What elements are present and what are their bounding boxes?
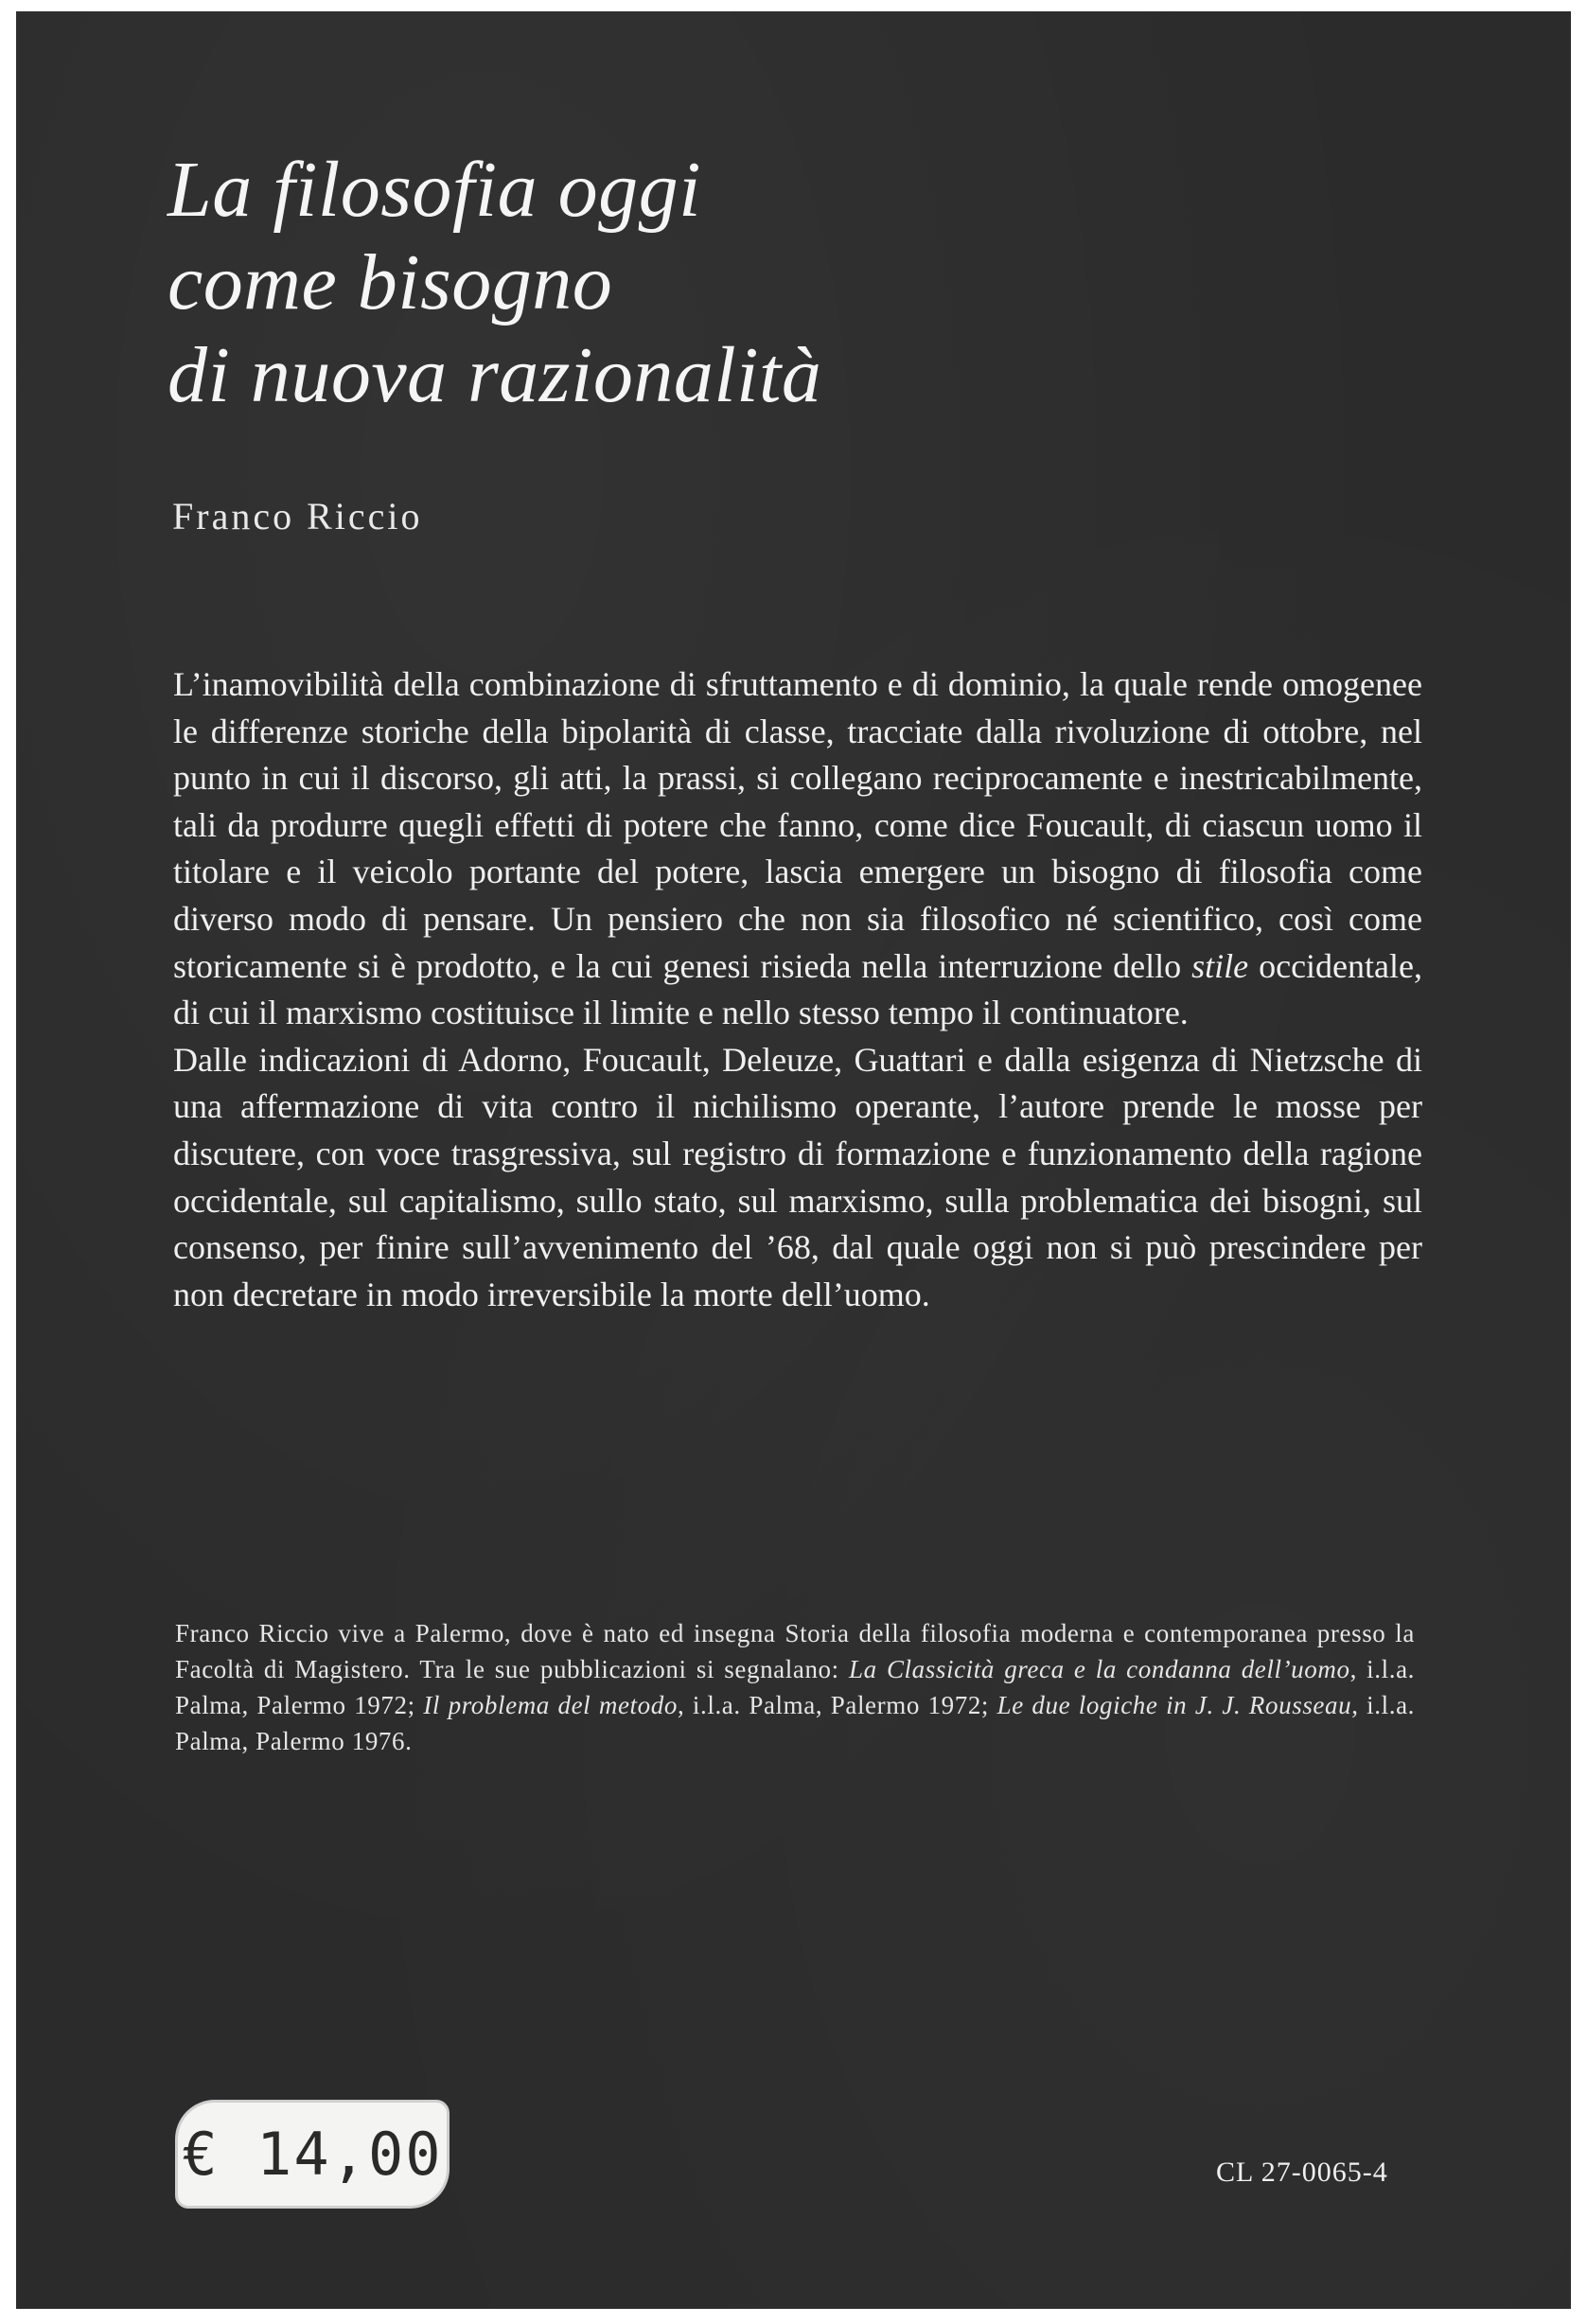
book-title-line-3: di nuova razionalità bbox=[168, 331, 822, 419]
author-bio bbox=[175, 1615, 1415, 1759]
bio-work-3-title: Le due logiche in J. J. Rousseau bbox=[996, 1691, 1352, 1719]
back-cover bbox=[16, 11, 1571, 2309]
blurb-paragraph-2: Dalle indicazioni di Adorno, Foucault, Deleuze, Guattari e dalla esigenza di Nietzsche di una affermazione di vita contro il nichilismo operante, l’autore prende le mosse per discutere, con voce trasgressiva, sul registro di formazione e funzionamento della ragione occidentale, sul capitalismo, sullo stato, sul marxismo, sulla problematica dei bisogni, sul consenso, per finire sull’avvenimento del ’68, dal quale oggi non si può prescindere per non decretare in modo irreversibile la morte dell’uomo. bbox=[173, 1040, 1422, 1313]
blurb bbox=[173, 661, 1422, 1318]
blurb-p1-part-b: occidentale, di cui il marxismo costituisce il limite e nello stesso tempo il continuatore. bbox=[173, 946, 1422, 1032]
catalog-code: CL 27-0065-4 bbox=[1216, 2157, 1388, 2188]
blurb-p1-part-a: L’inamovibilità della combinazione di sfruttamento e di dominio, la quale rende omogenee le differenze storiche della bipolarità di classe, tracciate dalla rivoluzione di ottobre, nel punto in cui il discorso, gli atti, la prassi, si collegano reciprocamente e inestricabilmente, tali da produrre quegli effetti di potere che fanno, come dice Foucault, di ciascun uomo il titolare e il veicolo portante del potere, lascia emergere un bisogno di filosofia come diverso modo di pensare. Un pensiero che non sia filosofico né scientifico, così come storicamente si è prodotto, e la cui genesi risieda nella interruzione dello bbox=[173, 665, 1422, 985]
bio-work-3-info: , i.l.a. Palma, Palermo 1976. bbox=[175, 1691, 1416, 1755]
bio-intro: Franco Riccio vive a Palermo, dove è nato ed insegna Storia della filosofia moderna e contemporanea presso la Facoltà di Magistero. Tra le sue pubblicazioni si segnalano: bbox=[175, 1619, 1415, 1683]
book-title bbox=[168, 144, 1303, 422]
blurb-p1-italic: stile bbox=[1191, 946, 1249, 985]
book-title-line-2: come bisogno bbox=[168, 238, 613, 326]
bio-work-1-title: La Classicità greca e la condanna dell’uomo bbox=[848, 1655, 1350, 1683]
author-name: Franco Riccio bbox=[172, 495, 423, 537]
author-bio-paragraph bbox=[175, 1615, 1415, 1759]
book-title-line-1: La filosofia oggi bbox=[168, 146, 701, 234]
price-label: € 14,00 bbox=[182, 2120, 443, 2189]
bio-work-1-info: , i.l.a. Palma, Palermo 1972; bbox=[175, 1655, 1416, 1719]
blurb-paragraph-1 bbox=[173, 661, 1422, 1037]
bio-work-2-title: Il problema del metodo bbox=[423, 1691, 678, 1719]
bio-work-2-info: , i.l.a. Palma, Palermo 1972; bbox=[677, 1691, 997, 1719]
price-sticker bbox=[175, 2100, 450, 2209]
